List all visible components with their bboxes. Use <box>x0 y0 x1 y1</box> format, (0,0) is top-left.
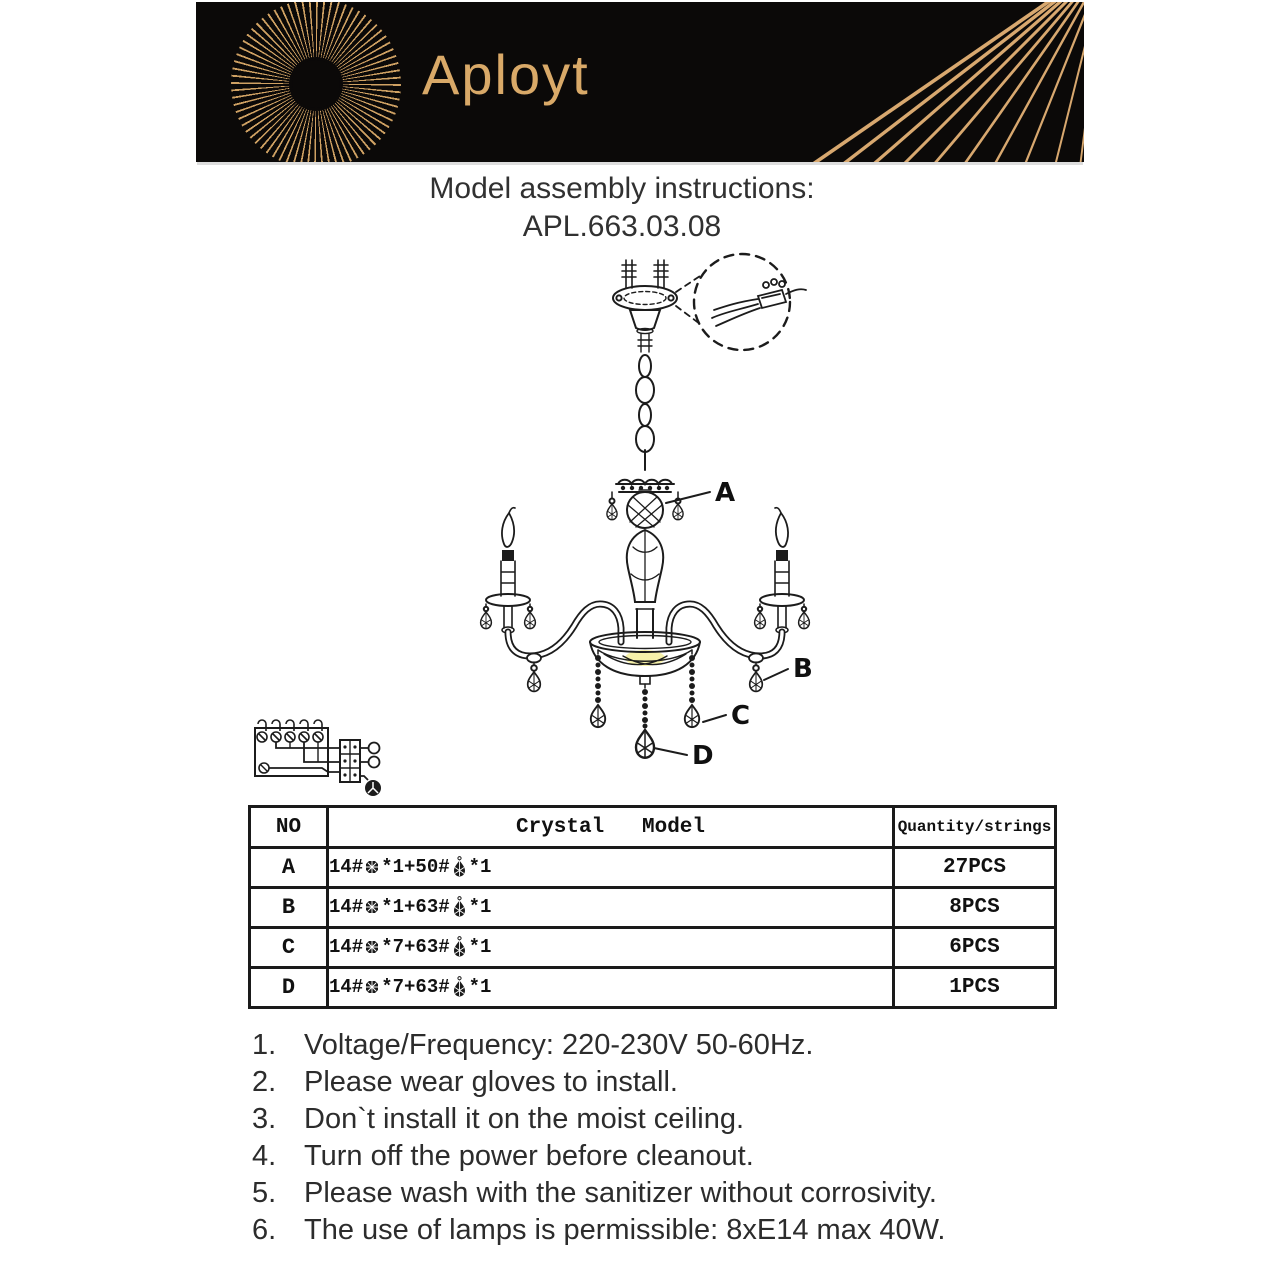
drop-icon <box>452 896 467 918</box>
screw-terminals-icon <box>257 720 323 742</box>
note-text: Please wash with the sanitizer without corrosivity. <box>304 1177 937 1209</box>
wiring-callout <box>676 254 806 350</box>
label-a: A <box>715 478 736 508</box>
label-d-leader <box>654 748 687 755</box>
label-b-leader <box>764 669 788 680</box>
row-quantity: 27PCS <box>894 848 1056 888</box>
note-text: Please wear gloves to install. <box>304 1066 678 1098</box>
ceiling-plate <box>613 286 677 352</box>
note-number: 3. <box>252 1103 277 1135</box>
note-item <box>252 1142 1082 1171</box>
note-text: Don`t install it on the moist ceiling. <box>304 1103 745 1135</box>
ground-symbol-icon <box>366 781 380 795</box>
row-quantity: 8PCS <box>894 888 1056 928</box>
note-item <box>252 1105 1082 1134</box>
bead-icon <box>365 900 379 914</box>
drop-icon <box>452 936 467 958</box>
note-item <box>252 1031 1082 1060</box>
bead-icon <box>365 940 379 954</box>
bead-strand-left <box>591 650 605 727</box>
pendant-d <box>636 684 654 758</box>
chandelier-diagram <box>370 252 910 812</box>
note-item <box>252 1216 1082 1245</box>
note-text: Turn off the power before cleanout. <box>304 1140 754 1172</box>
brand-name: Aployt <box>422 43 590 106</box>
crystal-bowl <box>590 632 700 684</box>
note-item <box>252 1068 1082 1097</box>
note-text: The use of lamps is permissible: 8xE14 max 40W. <box>304 1214 946 1246</box>
connector-block-icon <box>340 740 360 782</box>
bead-strand-right <box>685 650 699 727</box>
title-block <box>0 172 1244 244</box>
instruction-notes <box>252 1031 1082 1253</box>
header-no: NO <box>250 807 328 848</box>
note-number: 4. <box>252 1140 277 1172</box>
note-text: Voltage/Frequency: 220-230V 50-60Hz. <box>304 1029 814 1061</box>
table-row <box>250 888 1056 928</box>
note-number: 5. <box>252 1177 277 1209</box>
model-number: APL.663.03.08 <box>522 210 722 243</box>
row-no: D <box>250 968 328 1008</box>
label-d: D <box>692 741 714 771</box>
table-header-row <box>250 807 1056 848</box>
row-model: 14# *7+63# *1 <box>328 968 894 1008</box>
wires <box>269 742 340 772</box>
mounting-screws-icon <box>622 260 668 288</box>
label-b: B <box>793 654 813 684</box>
row-model: 14# *7+63# *1 <box>328 928 894 968</box>
row-no: A <box>250 848 328 888</box>
pendant-c <box>685 705 699 727</box>
drop-icon <box>452 976 467 998</box>
row-model: 14# *1+63# *1 <box>328 888 894 928</box>
wire-end-live <box>369 743 380 754</box>
row-no: B <box>250 888 328 928</box>
label-c: C <box>731 701 751 731</box>
crown-crystal-a <box>607 480 683 528</box>
crystal-parts-table <box>248 805 1057 1009</box>
label-a-leader <box>666 492 710 503</box>
row-quantity: 6PCS <box>894 928 1056 968</box>
row-model: 14# *1+50# *1 <box>328 848 894 888</box>
drop-icon <box>452 856 467 878</box>
note-number: 2. <box>252 1066 277 1098</box>
center-column-crystal <box>627 530 663 638</box>
wire-end-neutral <box>369 757 380 768</box>
row-no: C <box>250 928 328 968</box>
page-title: Model assembly instructions: <box>429 172 815 205</box>
hanging-chain <box>636 355 654 470</box>
table-row <box>250 968 1056 1008</box>
corner-rays-icon <box>196 2 1084 162</box>
table-row <box>250 848 1056 888</box>
row-quantity: 1PCS <box>894 968 1056 1008</box>
terminal-block-diagram <box>248 710 428 810</box>
label-c-leader <box>703 715 726 722</box>
bead-icon <box>365 980 379 994</box>
table-row <box>250 928 1056 968</box>
note-number: 6. <box>252 1214 277 1246</box>
header-quantity: Quantity/strings <box>894 807 1056 848</box>
pendant-b <box>753 665 759 671</box>
brand-banner <box>196 2 1084 162</box>
note-number: 1. <box>252 1029 277 1061</box>
bead-icon <box>365 860 379 874</box>
note-item <box>252 1179 1082 1208</box>
header-model: Crystal Model <box>328 807 894 848</box>
